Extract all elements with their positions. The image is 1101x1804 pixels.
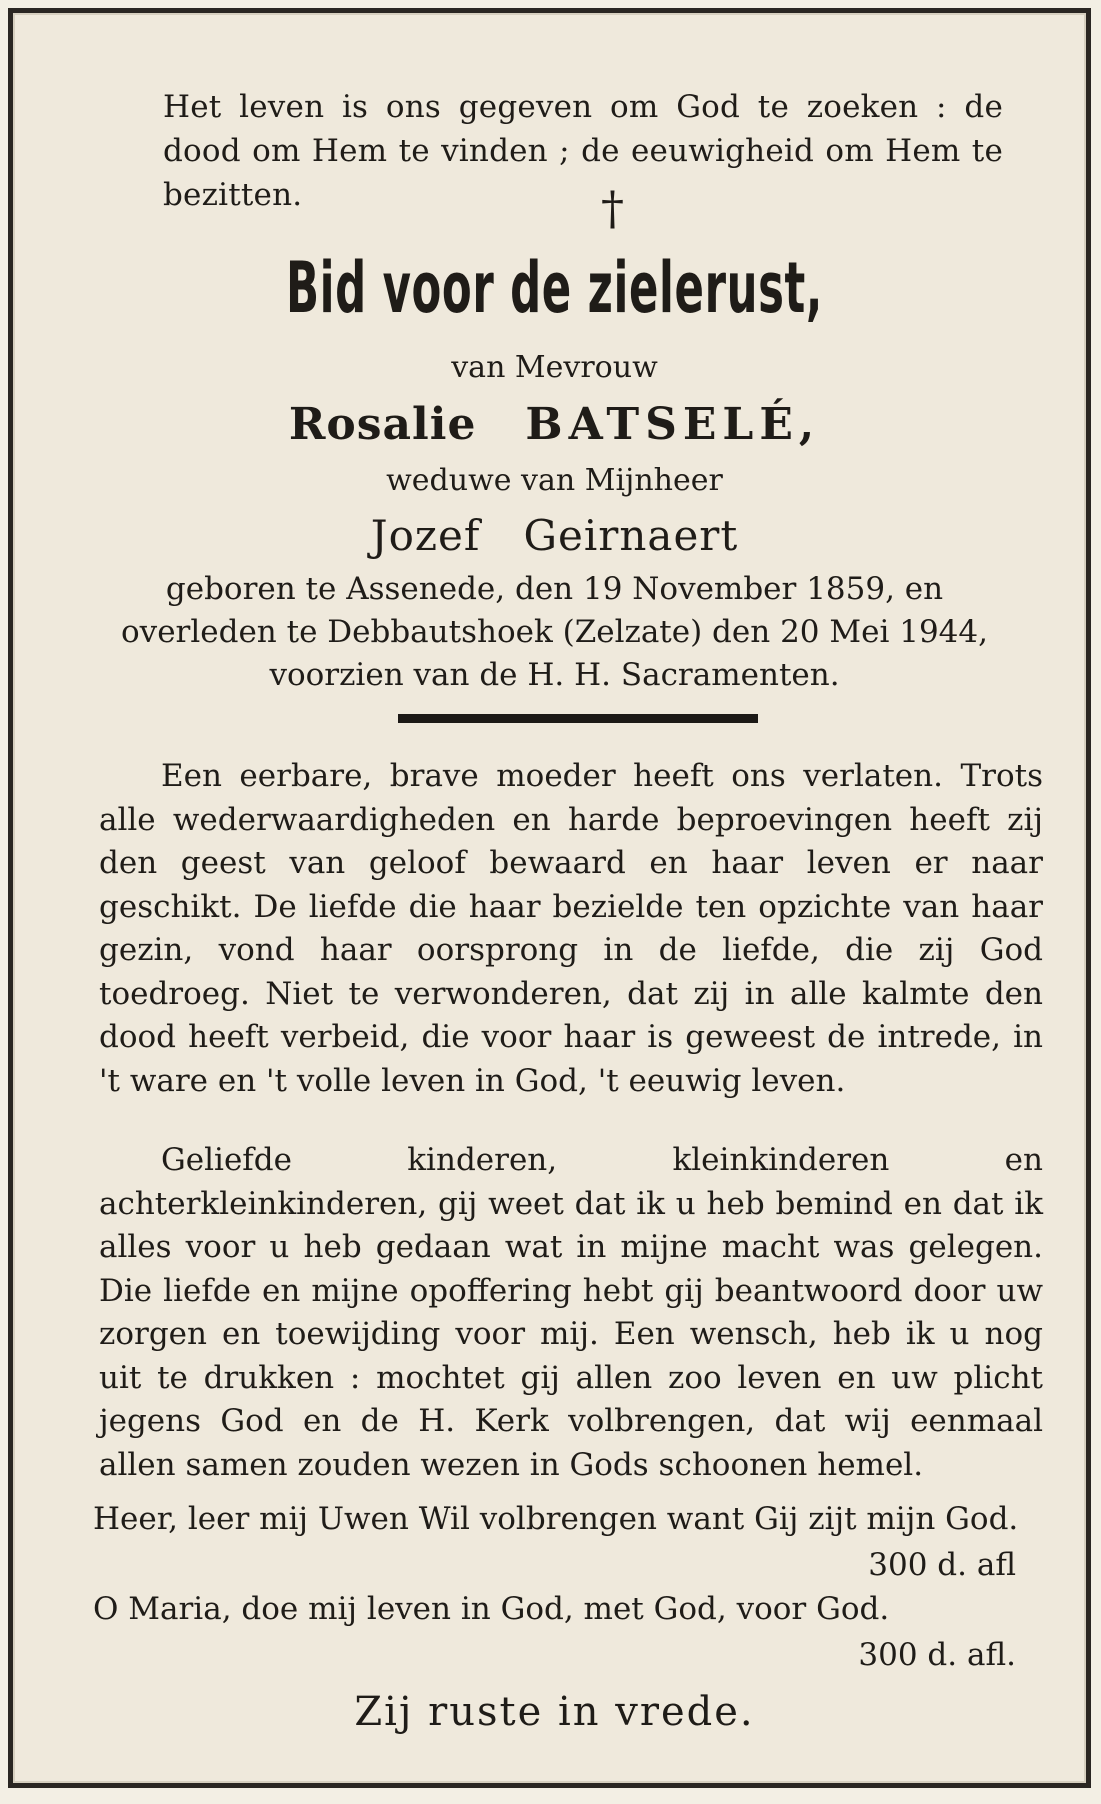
cross-icon: †: [601, 181, 624, 235]
husband-name: Jozef Geirnaert: [370, 511, 739, 560]
divider-rule: [398, 714, 758, 723]
closing-line: Zij ruste in vrede.: [354, 1689, 755, 1735]
deceased-surname: BATSELÉ,: [525, 399, 821, 450]
death-line: overleden te Debbautshoek (Zelzate) den 20 Mei 1944,: [121, 614, 988, 650]
indulgence-1: 300 d. afl: [868, 1547, 1016, 1583]
prayer-line-2: O Maria, doe mij leven in God, met God, voor God.: [93, 1591, 890, 1627]
birth-line: geboren te Assenede, den 19 November 1859, en: [165, 571, 944, 607]
widow-label: weduwe van Mijnheer: [386, 463, 723, 498]
deceased-first-name: Rosalie: [288, 399, 477, 450]
sacraments-line: voorzien van de H. H. Sacramenten.: [269, 657, 840, 693]
prayer-line-1: Heer, leer mij Uwen Wil volbrengen want Gij zijt mijn God.: [93, 1501, 1019, 1537]
indulgence-2: 300 d. afl.: [858, 1637, 1016, 1673]
tribute-paragraph: Een eerbare, brave moeder heeft ons verlaten. Trots alle wederwaardigheden en harde beproevingen heeft zij den geest van geloof bewaard en haar leven er naar geschikt. De liefde die haar bezielde ten opzichte van haar gezin, vond haar oorsprong in de liefde, die zij God toedroeg. Niet te verwonderen, dat zij in alle kalmte den dood heeft verbeid, die voor haar is geweest de intrede, in 't ware en 't volle leven in God, 't eeuwig leven.: [99, 758, 1043, 1099]
deceased-name: [13, 397, 1096, 453]
memorial-card: [8, 8, 1091, 1788]
farewell-paragraph: Geliefde kinderen, kleinkinderen en achterkleinkinderen, gij weet dat ik u heb bemind en dat ik alles voor u heb gedaan wat in mijne macht was gelegen. Die liefde en mijne opoffering hebt gij beantwoord door uw zorgen en toewijding voor mij. Een wensch, heb ik u nog uit te drukken : mochtet gij allen zoo leven en uw plicht jegens God en de H. Kerk volbrengen, dat wij eenmaal allen samen zouden wezen in Gods schoonen hemel.: [99, 1142, 1043, 1483]
prayer-heading: Bid voor de zielerust,: [285, 247, 824, 329]
van-label: van Mevrouw: [451, 350, 658, 385]
motto-text: Het leven is ons gegeven om God te zoeken : de dood om Hem te vinden ; de eeuwigheid om Hem te bezitten.: [163, 89, 1003, 213]
card-content: [13, 13, 1086, 1783]
